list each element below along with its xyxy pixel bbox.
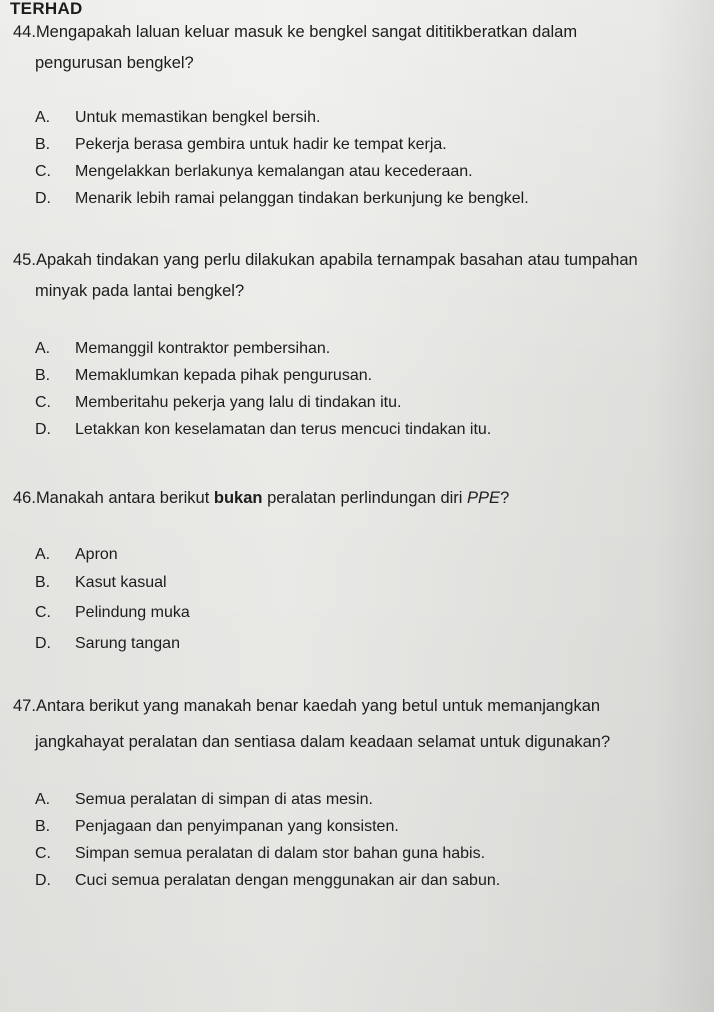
option-d[interactable] [13,185,703,212]
option-letter: B. [35,367,51,384]
option-letter: C. [35,845,51,862]
option-text: Untuk memastikan bengkel bersih. [75,109,321,126]
question-number: 44. [13,23,36,41]
question-line-1: Mengapakah laluan keluar masuk ke bengkel sangat dititikberatkan dalam [35,23,578,41]
question-46 [13,483,703,659]
option-text: Mengelakkan berlakunya kemalangan atau kecederaan. [75,163,473,180]
option-a[interactable] [13,335,703,362]
option-letter: B. [35,574,51,591]
question-text [13,483,703,514]
option-b[interactable] [13,569,703,597]
option-text: Cuci semua peralatan dengan menggunakan air dan sabun. [75,872,501,889]
option-letter: B. [35,818,51,835]
option-letter: A. [35,791,51,808]
option-text: Pelindung muka [75,604,190,621]
option-b[interactable] [13,131,703,158]
option-text: Apron [75,546,118,563]
option-text: Semua peralatan di simpan di atas mesin. [75,791,373,808]
option-d[interactable] [13,416,703,443]
option-a[interactable] [13,786,703,813]
option-letter: D. [35,421,51,438]
option-text: Simpan semua peralatan di dalam stor bahan guna habis. [75,845,486,862]
question-line-1: Apakah tindakan yang perlu dilakukan apabila ternampak basahan atau tumpahan [35,251,638,269]
answer-options [13,335,703,443]
question-text [13,17,703,79]
option-c[interactable] [13,840,703,867]
option-c[interactable] [13,389,703,416]
ppe-abbreviation: PPE [467,489,501,507]
question-line-2: minyak pada lantai bengkel? [35,282,245,300]
option-text: Penjagaan dan penyimpanan yang konsisten. [75,818,399,835]
option-a[interactable] [13,541,703,569]
option-letter: C. [35,163,51,180]
answer-options [13,786,703,894]
classification-header: TERHAD [10,0,83,18]
question-45 [13,245,703,443]
option-letter: D. [35,635,51,652]
question-number: 45. [13,251,36,269]
option-letter: D. [35,872,51,889]
emphasis-word: bukan [213,489,263,507]
option-d[interactable] [13,867,703,894]
option-c[interactable] [13,158,703,185]
option-letter: B. [35,136,51,153]
option-text: Memberitahu pekerja yang lalu di tindakan itu. [75,394,402,411]
question-mark: ? [500,489,510,507]
option-text: Menarik lebih ramai pelanggan tindakan berkunjung ke bengkel. [75,190,529,207]
answer-options [13,541,703,659]
option-d[interactable] [13,628,703,659]
question-47 [13,688,703,894]
option-letter: A. [35,546,51,563]
option-text: Sarung tangan [75,635,180,652]
option-text: Pekerja berasa gembira untuk hadir ke tempat kerja. [75,136,447,153]
option-letter: A. [35,109,51,126]
question-line-1-start: Manakah antara berikut [35,489,214,507]
question-number: 47. [13,697,36,715]
answer-options [13,104,703,212]
option-text: Memaklumkan kepada pihak pengurusan. [75,367,373,384]
question-text [13,245,703,307]
option-text: Letakkan kon keselamatan dan terus mencuci tindakan itu. [75,421,492,438]
question-line-2: pengurusan bengkel? [35,54,194,72]
option-letter: D. [35,190,51,207]
question-text [13,688,703,760]
option-text: Memanggil kontraktor pembersihan. [75,340,331,357]
option-text: Kasut kasual [75,574,167,591]
question-number: 46. [13,489,36,507]
question-line-2: jangkahayat peralatan dan sentiasa dalam keadaan selamat untuk digunakan? [35,733,611,751]
option-b[interactable] [13,813,703,840]
question-line-1: Antara berikut yang manakah benar kaedah yang betul untuk memanjangkan [35,697,601,715]
option-letter: C. [35,394,51,411]
option-c[interactable] [13,597,703,628]
option-letter: C. [35,604,51,621]
option-letter: A. [35,340,51,357]
question-line-1-middle: peralatan perlindungan diri [262,489,468,507]
option-a[interactable] [13,104,703,131]
question-44 [13,17,703,212]
option-b[interactable] [13,362,703,389]
